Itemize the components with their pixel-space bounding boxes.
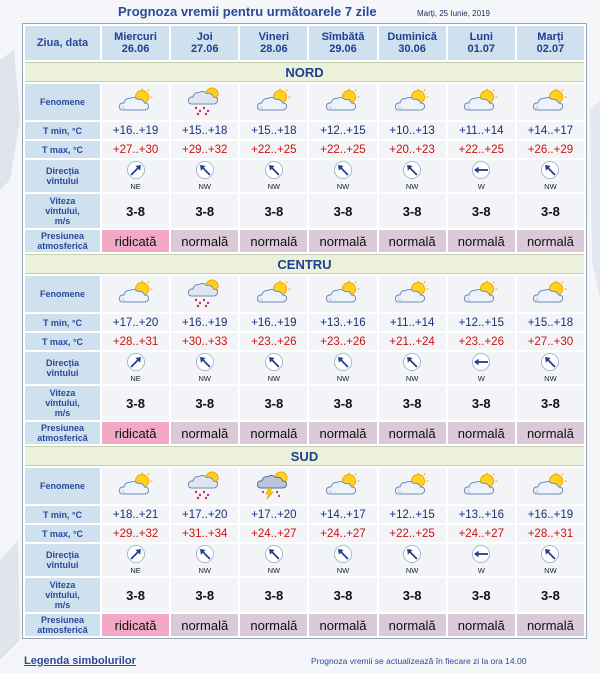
tmin-value: +10..+13 xyxy=(379,122,446,139)
row-label-wind-direction xyxy=(25,160,100,192)
tmax-row xyxy=(25,525,584,542)
storm-sun-cloud-icon xyxy=(255,470,293,503)
wind-direction xyxy=(195,160,215,191)
wind-direction xyxy=(333,352,353,383)
tmax-value: +22..+25 xyxy=(379,525,446,542)
tmax-value: +23..+26 xyxy=(448,333,515,350)
weather-cell xyxy=(102,276,169,312)
region-row xyxy=(25,254,584,274)
tmin-value: +11..+14 xyxy=(379,314,446,331)
sun-cloud-icon xyxy=(462,472,500,501)
day-header xyxy=(379,26,446,60)
wind-speed-value: 3-8 xyxy=(171,194,238,228)
sun-cloud-icon xyxy=(393,88,431,117)
pressure-value: normală xyxy=(240,422,307,444)
rain-sun-cloud-icon xyxy=(186,86,224,119)
wind-direction xyxy=(264,352,284,383)
wind-direction xyxy=(471,544,491,575)
tmin-value: +11..+14 xyxy=(448,122,515,139)
pressure-value: normală xyxy=(379,614,446,636)
pressure-value: normală xyxy=(517,230,584,252)
tmax-value: +28..+31 xyxy=(517,525,584,542)
wind-speed-value: 3-8 xyxy=(102,194,169,228)
tmin-value: +12..+15 xyxy=(309,122,376,139)
tmax-value: +27..+30 xyxy=(517,333,584,350)
wind-direction-label: NW xyxy=(336,182,350,191)
wind-direction-cell xyxy=(448,544,515,576)
tmin-value: +14..+17 xyxy=(309,506,376,523)
tmin-value: +16..+19 xyxy=(171,314,238,331)
row-label-text: m/s xyxy=(54,216,71,226)
wind-speed-value: 3-8 xyxy=(171,386,238,420)
pressure-value: normală xyxy=(379,230,446,252)
pressure-value: ridicată xyxy=(102,422,169,444)
row-label-text: T min, °C xyxy=(42,317,83,328)
sun-cloud-icon xyxy=(255,280,293,309)
pressure-value: normală xyxy=(448,422,515,444)
row-label-text: vîntului xyxy=(46,176,79,186)
wind-direction-label: NW xyxy=(198,182,211,191)
pressure-value: normală xyxy=(171,230,238,252)
wind-direction xyxy=(264,160,284,191)
sun-cloud-icon xyxy=(255,88,293,117)
row-label-pressure xyxy=(25,230,100,252)
day-name: Duminică xyxy=(387,31,437,43)
day-date: 30.06 xyxy=(398,43,426,55)
pressure-value: normală xyxy=(171,614,238,636)
weather-cell xyxy=(240,468,307,504)
region-row xyxy=(25,446,584,466)
row-label-fenomene xyxy=(25,84,100,120)
weather-cell xyxy=(102,84,169,120)
row-label-text: Direcția xyxy=(45,166,80,176)
wind-direction xyxy=(126,544,146,575)
weather-cell xyxy=(448,276,515,312)
wind-speed-value: 3-8 xyxy=(240,194,307,228)
pressure-value: normală xyxy=(309,614,376,636)
weather-cell xyxy=(240,276,307,312)
wind-direction xyxy=(195,352,215,383)
wind-speed-value: 3-8 xyxy=(379,386,446,420)
tmin-value: +12..+15 xyxy=(379,506,446,523)
tmin-value: +18..+21 xyxy=(102,506,169,523)
row-label-text: Viteza xyxy=(49,388,76,398)
wind-direction-label: NW xyxy=(198,374,211,383)
row-label-text: Presiunea xyxy=(40,423,85,433)
wind-direction-row xyxy=(25,352,584,384)
weather-cell xyxy=(102,468,169,504)
tmax-value: +24..+27 xyxy=(240,525,307,542)
wind-direction-cell xyxy=(171,160,238,192)
day-date: 28.06 xyxy=(260,43,288,55)
pressure-value: normală xyxy=(448,230,515,252)
wind-direction-label: NW xyxy=(198,566,211,575)
row-label-text: Fenomene xyxy=(39,289,85,299)
wind-direction-cell xyxy=(171,544,238,576)
wind-direction-cell xyxy=(240,160,307,192)
rain-sun-cloud-icon xyxy=(186,278,224,311)
wind-direction-cell xyxy=(379,544,446,576)
row-label-tmax xyxy=(25,333,100,350)
wind-direction xyxy=(540,160,560,191)
tmin-value: +17..+20 xyxy=(171,506,238,523)
wind-direction-label: NE xyxy=(130,182,141,191)
sun-cloud-icon xyxy=(117,472,155,501)
row-label-text: atmosferică xyxy=(37,625,88,635)
legend-link[interactable]: Legenda simbolurilor xyxy=(24,655,136,667)
day-name: Marți xyxy=(537,31,564,43)
wind-speed-value: 3-8 xyxy=(448,386,515,420)
wind-direction-cell xyxy=(309,160,376,192)
day-header xyxy=(240,26,307,60)
wind-speed-value: 3-8 xyxy=(102,578,169,612)
tmax-value: +22..+25 xyxy=(309,141,376,158)
pressure-value: normală xyxy=(309,422,376,444)
wind-direction-label: NW xyxy=(267,374,281,383)
tmin-value: +15..+18 xyxy=(517,314,584,331)
tmin-value: +15..+18 xyxy=(171,122,238,139)
wind-direction-cell xyxy=(309,352,376,384)
day-name: Miercuri xyxy=(114,31,157,43)
wind-direction-label: NW xyxy=(544,374,557,383)
pressure-row xyxy=(25,422,584,444)
wind-direction-label: NW xyxy=(267,566,281,575)
wind-direction-label: W xyxy=(477,182,485,191)
day-header xyxy=(102,26,169,60)
wind-speed-value: 3-8 xyxy=(309,578,376,612)
row-label-text: T min, °C xyxy=(42,125,83,136)
row-label-text: Direcția xyxy=(45,358,80,368)
wind-direction-cell xyxy=(102,160,169,192)
row-label-text: m/s xyxy=(54,408,71,418)
forecast-table xyxy=(22,23,587,639)
tmax-value: +28..+31 xyxy=(102,333,169,350)
wind-direction-cell xyxy=(240,544,307,576)
row-label-text: T max, °C xyxy=(41,144,84,155)
region-name: CENTRU xyxy=(25,254,584,274)
weather-cell xyxy=(171,84,238,120)
tmax-value: +21..+24 xyxy=(379,333,446,350)
wind-direction-label: NE xyxy=(130,374,141,383)
weather-cell xyxy=(171,468,238,504)
tmax-value: +24..+27 xyxy=(309,525,376,542)
wind-direction-label: NW xyxy=(405,182,419,191)
tmin-value: +16..+19 xyxy=(517,506,584,523)
wind-direction xyxy=(126,160,146,191)
row-label-text: vîntului, xyxy=(45,206,80,216)
sun-cloud-icon xyxy=(393,472,431,501)
day-header xyxy=(517,26,584,60)
wind-speed-value: 3-8 xyxy=(448,194,515,228)
row-label-text: T min, °C xyxy=(42,509,83,520)
tmin-value: +12..+15 xyxy=(448,314,515,331)
weather-row xyxy=(25,468,584,504)
day-date: 02.07 xyxy=(536,43,565,55)
sun-cloud-icon xyxy=(117,280,155,309)
sun-cloud-icon xyxy=(531,280,569,309)
weather-cell xyxy=(240,84,307,120)
wind-direction-cell xyxy=(379,160,446,192)
wind-direction-cell xyxy=(102,352,169,384)
row-label-wind-speed xyxy=(25,194,100,228)
row-label-tmin xyxy=(25,506,100,523)
weather-cell xyxy=(379,276,446,312)
weather-row xyxy=(25,276,584,312)
weather-cell xyxy=(448,468,515,504)
wind-direction xyxy=(471,160,491,191)
sun-cloud-icon xyxy=(117,88,155,117)
wind-direction xyxy=(540,352,560,383)
tmax-row xyxy=(25,141,584,158)
region-row xyxy=(25,62,584,82)
wind-direction xyxy=(333,544,353,575)
row-label-text: T max, °C xyxy=(41,336,84,347)
pressure-value: normală xyxy=(448,614,515,636)
row-label-text: Fenomene xyxy=(39,481,85,491)
row-label-text: Viteza xyxy=(49,196,76,206)
wind-direction xyxy=(333,160,353,191)
region-name: SUD xyxy=(25,446,584,466)
pressure-value: ridicată xyxy=(102,230,169,252)
pressure-row xyxy=(25,614,584,636)
wind-direction xyxy=(540,544,560,575)
row-label-text: Viteza xyxy=(49,580,76,590)
row-label-fenomene xyxy=(25,468,100,504)
day-date: 26.06 xyxy=(121,43,150,55)
wind-direction-label: NW xyxy=(544,182,557,191)
wind-direction-cell xyxy=(517,160,584,192)
row-label-text: m/s xyxy=(54,600,71,610)
wind-direction-label: NW xyxy=(267,182,281,191)
wind-speed-value: 3-8 xyxy=(309,194,376,228)
tmin-value: +14..+17 xyxy=(517,122,584,139)
day-date: 01.07 xyxy=(467,43,496,55)
tmin-value: +13..+16 xyxy=(309,314,376,331)
wind-direction-label: NW xyxy=(405,374,419,383)
page-title: Prognoza vremii pentru următoarele 7 zile xyxy=(118,4,377,19)
day-name: Vineri xyxy=(258,31,290,43)
row-label-fenomene xyxy=(25,276,100,312)
wind-speed-value: 3-8 xyxy=(517,194,584,228)
weather-cell xyxy=(517,276,584,312)
tmin-value: +13..+16 xyxy=(448,506,515,523)
tmax-value: +20..+23 xyxy=(379,141,446,158)
wind-direction-label: NW xyxy=(336,374,350,383)
row-label-tmin xyxy=(25,122,100,139)
row-label-tmax xyxy=(25,525,100,542)
wind-speed-value: 3-8 xyxy=(379,578,446,612)
row-label-text: Fenomene xyxy=(39,97,85,107)
row-label-text: T max, °C xyxy=(41,528,84,539)
row-label-text: vîntului xyxy=(46,368,79,378)
tmin-value: +15..+18 xyxy=(240,122,307,139)
tmin-value: +16..+19 xyxy=(102,122,169,139)
sun-cloud-icon xyxy=(462,88,500,117)
pressure-row xyxy=(25,230,584,252)
weather-row xyxy=(25,84,584,120)
wind-speed-value: 3-8 xyxy=(171,578,238,612)
tmax-value: +30..+33 xyxy=(171,333,238,350)
weather-cell xyxy=(448,84,515,120)
wind-direction xyxy=(195,544,215,575)
wind-speed-value: 3-8 xyxy=(102,386,169,420)
sun-cloud-icon xyxy=(324,88,362,117)
weather-cell xyxy=(171,276,238,312)
sun-cloud-icon xyxy=(531,88,569,117)
row-label-wind-direction xyxy=(25,352,100,384)
row-label-wind-speed xyxy=(25,578,100,612)
day-name: Luni xyxy=(469,31,493,43)
wind-direction-cell xyxy=(379,352,446,384)
row-label-wind-speed xyxy=(25,386,100,420)
row-label-text: atmosferică xyxy=(37,433,88,443)
row-label-text: Direcția xyxy=(45,550,80,560)
wind-direction-label: NW xyxy=(544,566,557,575)
wind-direction-row xyxy=(25,544,584,576)
wind-speed-value: 3-8 xyxy=(517,386,584,420)
wind-speed-row xyxy=(25,194,584,228)
tmax-value: +23..+26 xyxy=(309,333,376,350)
pressure-value: ridicată xyxy=(102,614,169,636)
wind-direction xyxy=(402,160,422,191)
row-label-tmin xyxy=(25,314,100,331)
tmax-value: +23..+26 xyxy=(240,333,307,350)
weather-cell xyxy=(379,84,446,120)
sun-cloud-icon xyxy=(531,472,569,501)
pressure-value: normală xyxy=(240,614,307,636)
weather-cell xyxy=(309,84,376,120)
row-label-wind-direction xyxy=(25,544,100,576)
row-label-text: vîntului, xyxy=(45,590,80,600)
wind-direction xyxy=(402,352,422,383)
wind-direction-cell xyxy=(309,544,376,576)
wind-direction-cell xyxy=(448,160,515,192)
row-label-text: atmosferică xyxy=(37,241,88,251)
row-label-text: Presiunea xyxy=(40,231,85,241)
tmax-value: +29..+32 xyxy=(102,525,169,542)
wind-direction-row xyxy=(25,160,584,192)
wind-direction-label: W xyxy=(477,374,485,383)
tmax-value: +22..+25 xyxy=(448,141,515,158)
tmax-value: +22..+25 xyxy=(240,141,307,158)
tmax-value: +31..+34 xyxy=(171,525,238,542)
update-note: Prognoza vremii se actualizează în fiecare zi la ora 14.00 xyxy=(311,656,527,666)
wind-speed-value: 3-8 xyxy=(517,578,584,612)
sun-cloud-icon xyxy=(324,280,362,309)
wind-direction xyxy=(471,352,491,383)
row-label-pressure xyxy=(25,422,100,444)
wind-speed-value: 3-8 xyxy=(448,578,515,612)
row-label-pressure xyxy=(25,614,100,636)
tmin-value: +16..+19 xyxy=(240,314,307,331)
wind-direction-cell xyxy=(240,352,307,384)
weather-cell xyxy=(517,468,584,504)
wind-direction-label: NE xyxy=(130,566,141,575)
wind-direction-cell xyxy=(517,544,584,576)
wind-direction-cell xyxy=(448,352,515,384)
tmin-row xyxy=(25,122,584,139)
day-name: Joi xyxy=(196,31,213,43)
sun-cloud-icon xyxy=(393,280,431,309)
row-label-text: vîntului xyxy=(46,560,79,570)
tmax-value: +26..+29 xyxy=(517,141,584,158)
wind-direction-label: NW xyxy=(405,566,419,575)
pressure-value: normală xyxy=(309,230,376,252)
wind-direction-label: NW xyxy=(336,566,350,575)
wind-speed-value: 3-8 xyxy=(309,386,376,420)
day-date: 29.06 xyxy=(329,43,357,55)
wind-speed-value: 3-8 xyxy=(379,194,446,228)
weather-cell xyxy=(309,468,376,504)
sun-cloud-icon xyxy=(462,280,500,309)
row-label-text: vîntului, xyxy=(45,398,80,408)
day-header xyxy=(171,26,238,60)
row-label-text: Presiunea xyxy=(40,615,85,625)
header-label: Ziua, data xyxy=(25,26,100,60)
current-date: Marți, 25 Iunie, 2019 xyxy=(417,9,490,18)
sun-cloud-icon xyxy=(324,472,362,501)
pressure-value: normală xyxy=(517,614,584,636)
weather-cell xyxy=(379,468,446,504)
wind-direction-cell xyxy=(517,352,584,384)
weather-cell xyxy=(517,84,584,120)
tmax-row xyxy=(25,333,584,350)
tmax-value: +24..+27 xyxy=(448,525,515,542)
tmax-value: +29..+32 xyxy=(171,141,238,158)
tmin-value: +17..+20 xyxy=(102,314,169,331)
day-name: Sîmbătă xyxy=(321,31,365,43)
header-row xyxy=(25,26,584,60)
pressure-value: normală xyxy=(379,422,446,444)
wind-speed-value: 3-8 xyxy=(240,578,307,612)
weather-cell xyxy=(309,276,376,312)
tmax-value: +27..+30 xyxy=(102,141,169,158)
region-name: NORD xyxy=(25,62,584,82)
day-header xyxy=(309,26,376,60)
day-date: 27.06 xyxy=(190,43,219,55)
tmin-row xyxy=(25,314,584,331)
pressure-value: normală xyxy=(240,230,307,252)
rain-sun-cloud-icon xyxy=(186,470,224,503)
wind-speed-row xyxy=(25,386,584,420)
wind-direction xyxy=(402,544,422,575)
tmin-row xyxy=(25,506,584,523)
day-header xyxy=(448,26,515,60)
row-label-tmax xyxy=(25,141,100,158)
wind-speed-value: 3-8 xyxy=(240,386,307,420)
wind-direction-cell xyxy=(102,544,169,576)
wind-speed-row xyxy=(25,578,584,612)
pressure-value: normală xyxy=(517,422,584,444)
wind-direction-label: W xyxy=(477,566,485,575)
wind-direction xyxy=(264,544,284,575)
wind-direction-cell xyxy=(171,352,238,384)
pressure-value: normală xyxy=(171,422,238,444)
wind-direction xyxy=(126,352,146,383)
tmin-value: +17..+20 xyxy=(240,506,307,523)
